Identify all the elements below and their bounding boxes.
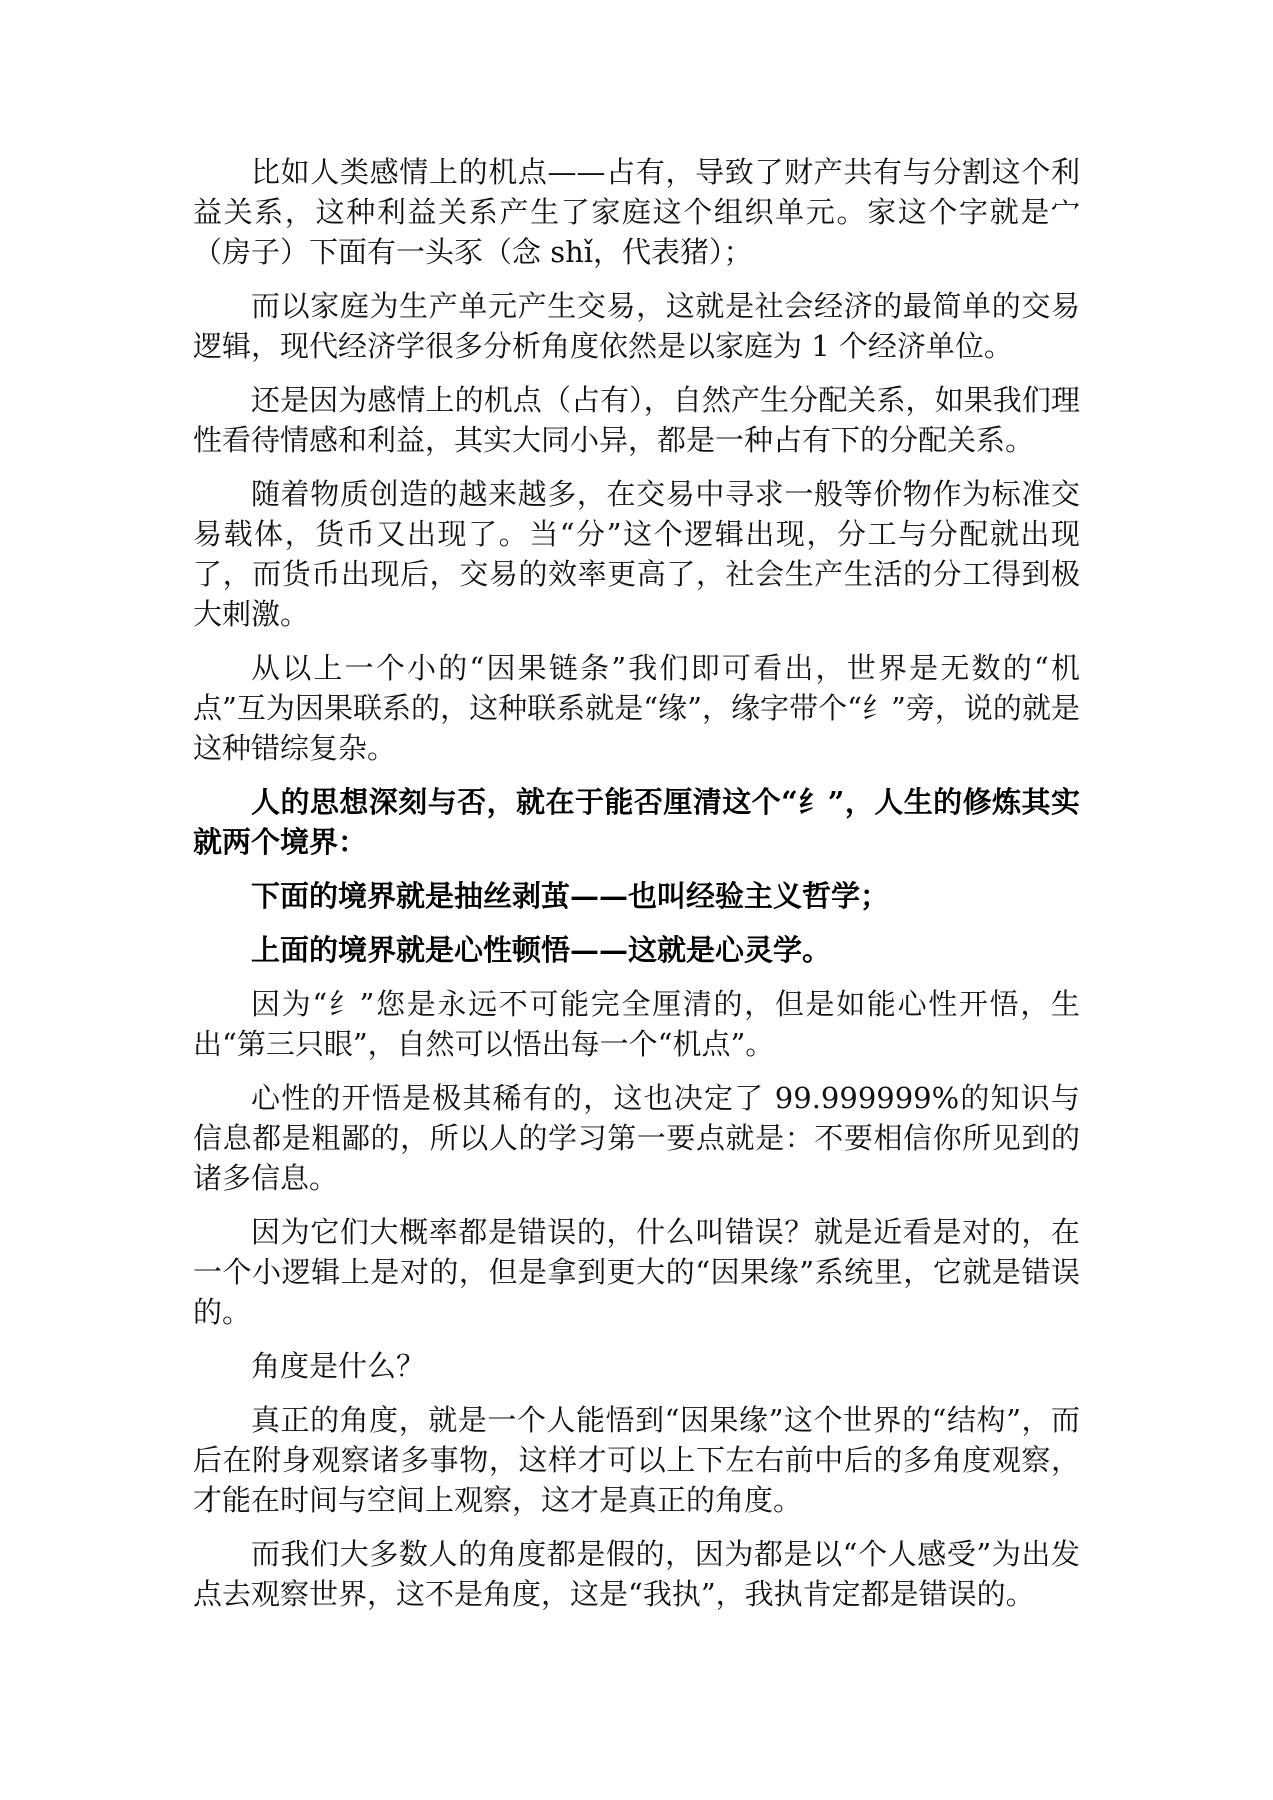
paragraph: 还是因为感情上的机点（占有），自然产生分配关系，如果我们理性看待情感和利益，其实大同小异，都是一种占有下的分配关系。 <box>193 383 1080 457</box>
bold-paragraph: 人的思想深刻与否，就在于能否厘清这个“纟”，人生的修炼其实就两个境界： <box>193 785 1080 859</box>
document-body <box>193 152 1080 1628</box>
paragraph: 随着物质创造的越来越多，在交易中寻求一般等价物作为标准交易载体，货币又出现了。当“分”这个逻辑出现，分工与分配就出现了，而货币出现后，交易的效率更高了，社会生产生活的分工得到极大刺激。 <box>193 477 1080 631</box>
paragraph: 比如人类感情上的机点——占有，导致了财产共有与分割这个利益关系，这种利益关系产生了家庭这个组织单元。家这个字就是宀（房子）下面有一头豕（念 shǐ，代表猪）； <box>193 155 1080 269</box>
paragraph: 因为“纟”您是永远不可能完全厘清的，但是如能心性开悟，生出“第三只眼”，自然可以悟出每一个“机点”。 <box>193 987 1080 1061</box>
bold-paragraph: 上面的境界就是心性顿悟——这就是心灵学。 <box>251 933 832 967</box>
paragraph: 而我们大多数人的角度都是假的，因为都是以“个人感受”为出发点去观察世界，这不是角度，这是“我执”，我执肯定都是错误的。 <box>193 1537 1080 1611</box>
paragraph: 因为它们大概率都是错误的，什么叫错误？就是近看是对的，在一个小逻辑上是对的，但是拿到更大的“因果缘”系统里，它就是错误的。 <box>193 1215 1080 1329</box>
paragraph: 心性的开悟是极其稀有的，这也决定了 99.999999%的知识与信息都是粗鄙的，所以人的学习第一要点就是：不要相信你所见到的诸多信息。 <box>193 1081 1080 1195</box>
paragraph: 而以家庭为生产单元产生交易，这就是社会经济的最简单的交易逻辑，现代经济学很多分析角度依然是以家庭为 1 个经济单位。 <box>193 289 1080 363</box>
paragraph: 真正的角度，就是一个人能悟到“因果缘”这个世界的“结构”，而后在附身观察诸多事物，这样才可以上下左右前中后的多角度观察，才能在时间与空间上观察，这才是真正的角度。 <box>193 1403 1080 1517</box>
paragraph: 角度是什么？ <box>251 1349 426 1383</box>
bold-paragraph: 下面的境界就是抽丝剥茧——也叫经验主义哲学； <box>251 879 890 913</box>
paragraph: 从以上一个小的“因果链条”我们即可看出，世界是无数的“机点”互为因果联系的，这种联系就是“缘”，缘字带个“纟”旁，说的就是这种错综复杂。 <box>193 651 1080 765</box>
